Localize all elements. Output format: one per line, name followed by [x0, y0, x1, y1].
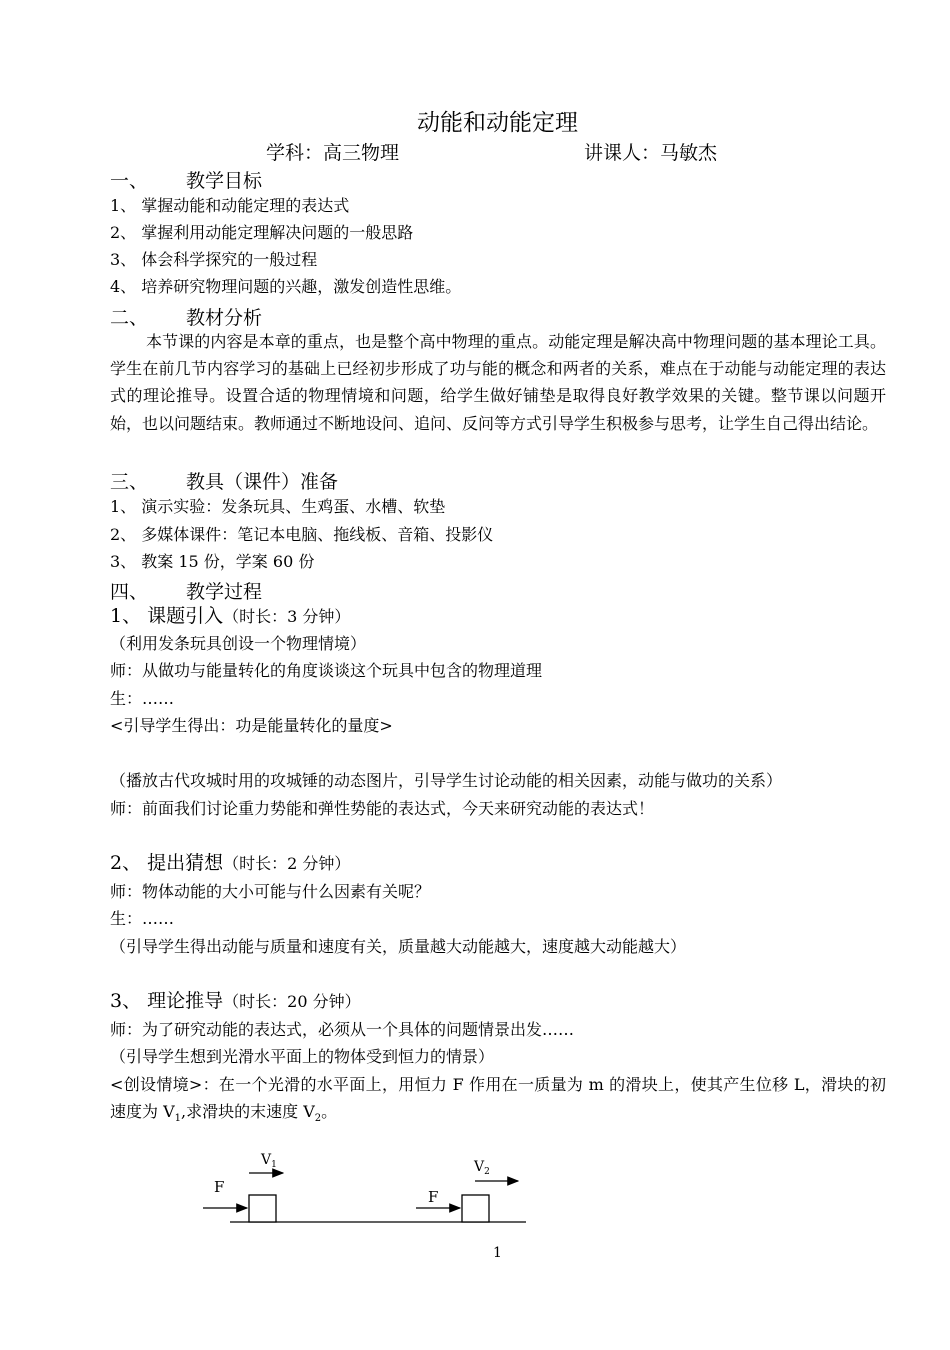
analysis-paragraph: 本节课的内容是本章的重点，也是整个高中物理的重点。动能定理是解决高中物理问题的基本理论工具。学生在前几节内容学习的基础上已经初步形成了功与能的概念和两者的关系，难点在于动能与动能定理的表达式的理论推导。设置合适的物理情境和问题，给学生做好铺垫是取得良好教学效果的关键。整节课以问题开始，也以问题结束。教师通过不断地设问、追问、反问等方式引导学生积极参与思考，让学生自己得出结论。 [110, 332, 886, 433]
material-item: 2、 多媒体课件：笔记本电脑、拖线板、音箱、投影仪 [110, 525, 494, 544]
objective-item: 2、 掌握利用动能定理解决问题的一般思路 [110, 223, 414, 242]
force-label: F [428, 1188, 439, 1206]
section-title: 教具（课件）准备 [186, 471, 339, 493]
section-heading-materials [110, 467, 338, 494]
section-heading-analysis [110, 303, 262, 330]
step-title: 2、 提出猜想 [110, 852, 224, 874]
force-label: F [214, 1178, 225, 1196]
subscript: 2 [314, 1113, 322, 1125]
dialog-line: 师：物体动能的大小可能与什么因素有关呢？ [110, 882, 431, 901]
velocity-label-1 [260, 1152, 277, 1170]
scenario-text: ,求滑块的末速度 V [181, 1102, 315, 1122]
dialog-line: <引导学生得出：功是能量转化的量度> [110, 716, 393, 735]
section-heading-objectives [110, 166, 262, 193]
objective-item: 3、 体会科学探究的一般过程 [110, 250, 318, 269]
section-heading-process [110, 577, 262, 604]
dialog-line: 师：为了研究动能的表达式，必须从一个具体的问题情景出发…… [110, 1020, 575, 1039]
velocity-letter: V [261, 1152, 272, 1168]
material-item: 3、 教案 15 份，学案 60 份 [110, 552, 315, 571]
step-heading [110, 606, 350, 627]
page-title: 动能和动能定理 [417, 110, 578, 136]
dialog-line: 师：从做功与能量转化的角度谈谈这个玩具中包含的物理道理 [110, 661, 543, 680]
dialog-line: 师：前面我们讨论重力势能和弹性势能的表达式，今天来研究动能的表达式！ [110, 799, 655, 818]
dialog-line: （引导学生想到光滑水平面上的物体受到恒力的情景） [110, 1047, 495, 1066]
scenario-text: <创设情境>：在一个光滑的水平面上，用恒力 F 作用在一质量为 m 的滑块上，使其产生位移 L，滑块的初速度为 V [110, 1075, 886, 1122]
step-duration: （时长：20 分钟） [223, 992, 361, 1011]
section-title: 教学目标 [186, 170, 263, 192]
section-number: 三、 [110, 471, 149, 493]
subscript: 1 [174, 1113, 182, 1125]
teacher-label: 讲课人：马敏杰 [584, 142, 718, 164]
step-title: 1、 课题引入 [110, 605, 224, 627]
dialog-line: （利用发条玩具创设一个物理情境） [110, 634, 367, 653]
section-title: 教材分析 [186, 307, 263, 329]
page-number: 1 [493, 1245, 502, 1261]
block-final [462, 1195, 489, 1222]
dialog-line: 生：…… [110, 689, 175, 708]
step-heading [110, 991, 361, 1012]
material-item: 1、 演示实验：发条玩具、生鸡蛋、水槽、软垫 [110, 497, 446, 516]
section-number: 一、 [110, 170, 149, 192]
step-duration: （时长：3 分钟） [223, 607, 351, 626]
step-duration: （时长：2 分钟） [223, 854, 351, 873]
objective-item: 1、 掌握动能和动能定理的表达式 [110, 196, 350, 215]
block-initial [249, 1195, 276, 1222]
scenario-text: 。 [321, 1102, 338, 1122]
block-force-diagram [0, 1140, 950, 1240]
dialog-line: （播放古代攻城时用的攻城锤的动态图片，引导学生讨论动能的相关因素，动能与做功的关系） [110, 771, 783, 790]
velocity-subscript: 1 [271, 1160, 277, 1170]
objective-item: 4、 培养研究物理问题的兴趣，激发创造性思维。 [110, 277, 462, 296]
subject-label: 学科：高三物理 [266, 142, 400, 164]
velocity-subscript: 2 [484, 1167, 490, 1177]
step-heading [110, 853, 350, 874]
velocity-label-2 [473, 1159, 490, 1177]
velocity-letter: V [474, 1159, 485, 1175]
section-number: 二、 [110, 307, 149, 329]
step-title: 3、 理论推导 [110, 990, 224, 1012]
dialog-line: 生：…… [110, 909, 175, 928]
scenario-paragraph [110, 1071, 886, 1133]
dialog-line: （引导学生得出动能与质量和速度有关，质量越大动能越大，速度越大动能越大） [110, 937, 687, 956]
section-title: 教学过程 [186, 581, 263, 603]
section-number: 四、 [110, 581, 149, 603]
